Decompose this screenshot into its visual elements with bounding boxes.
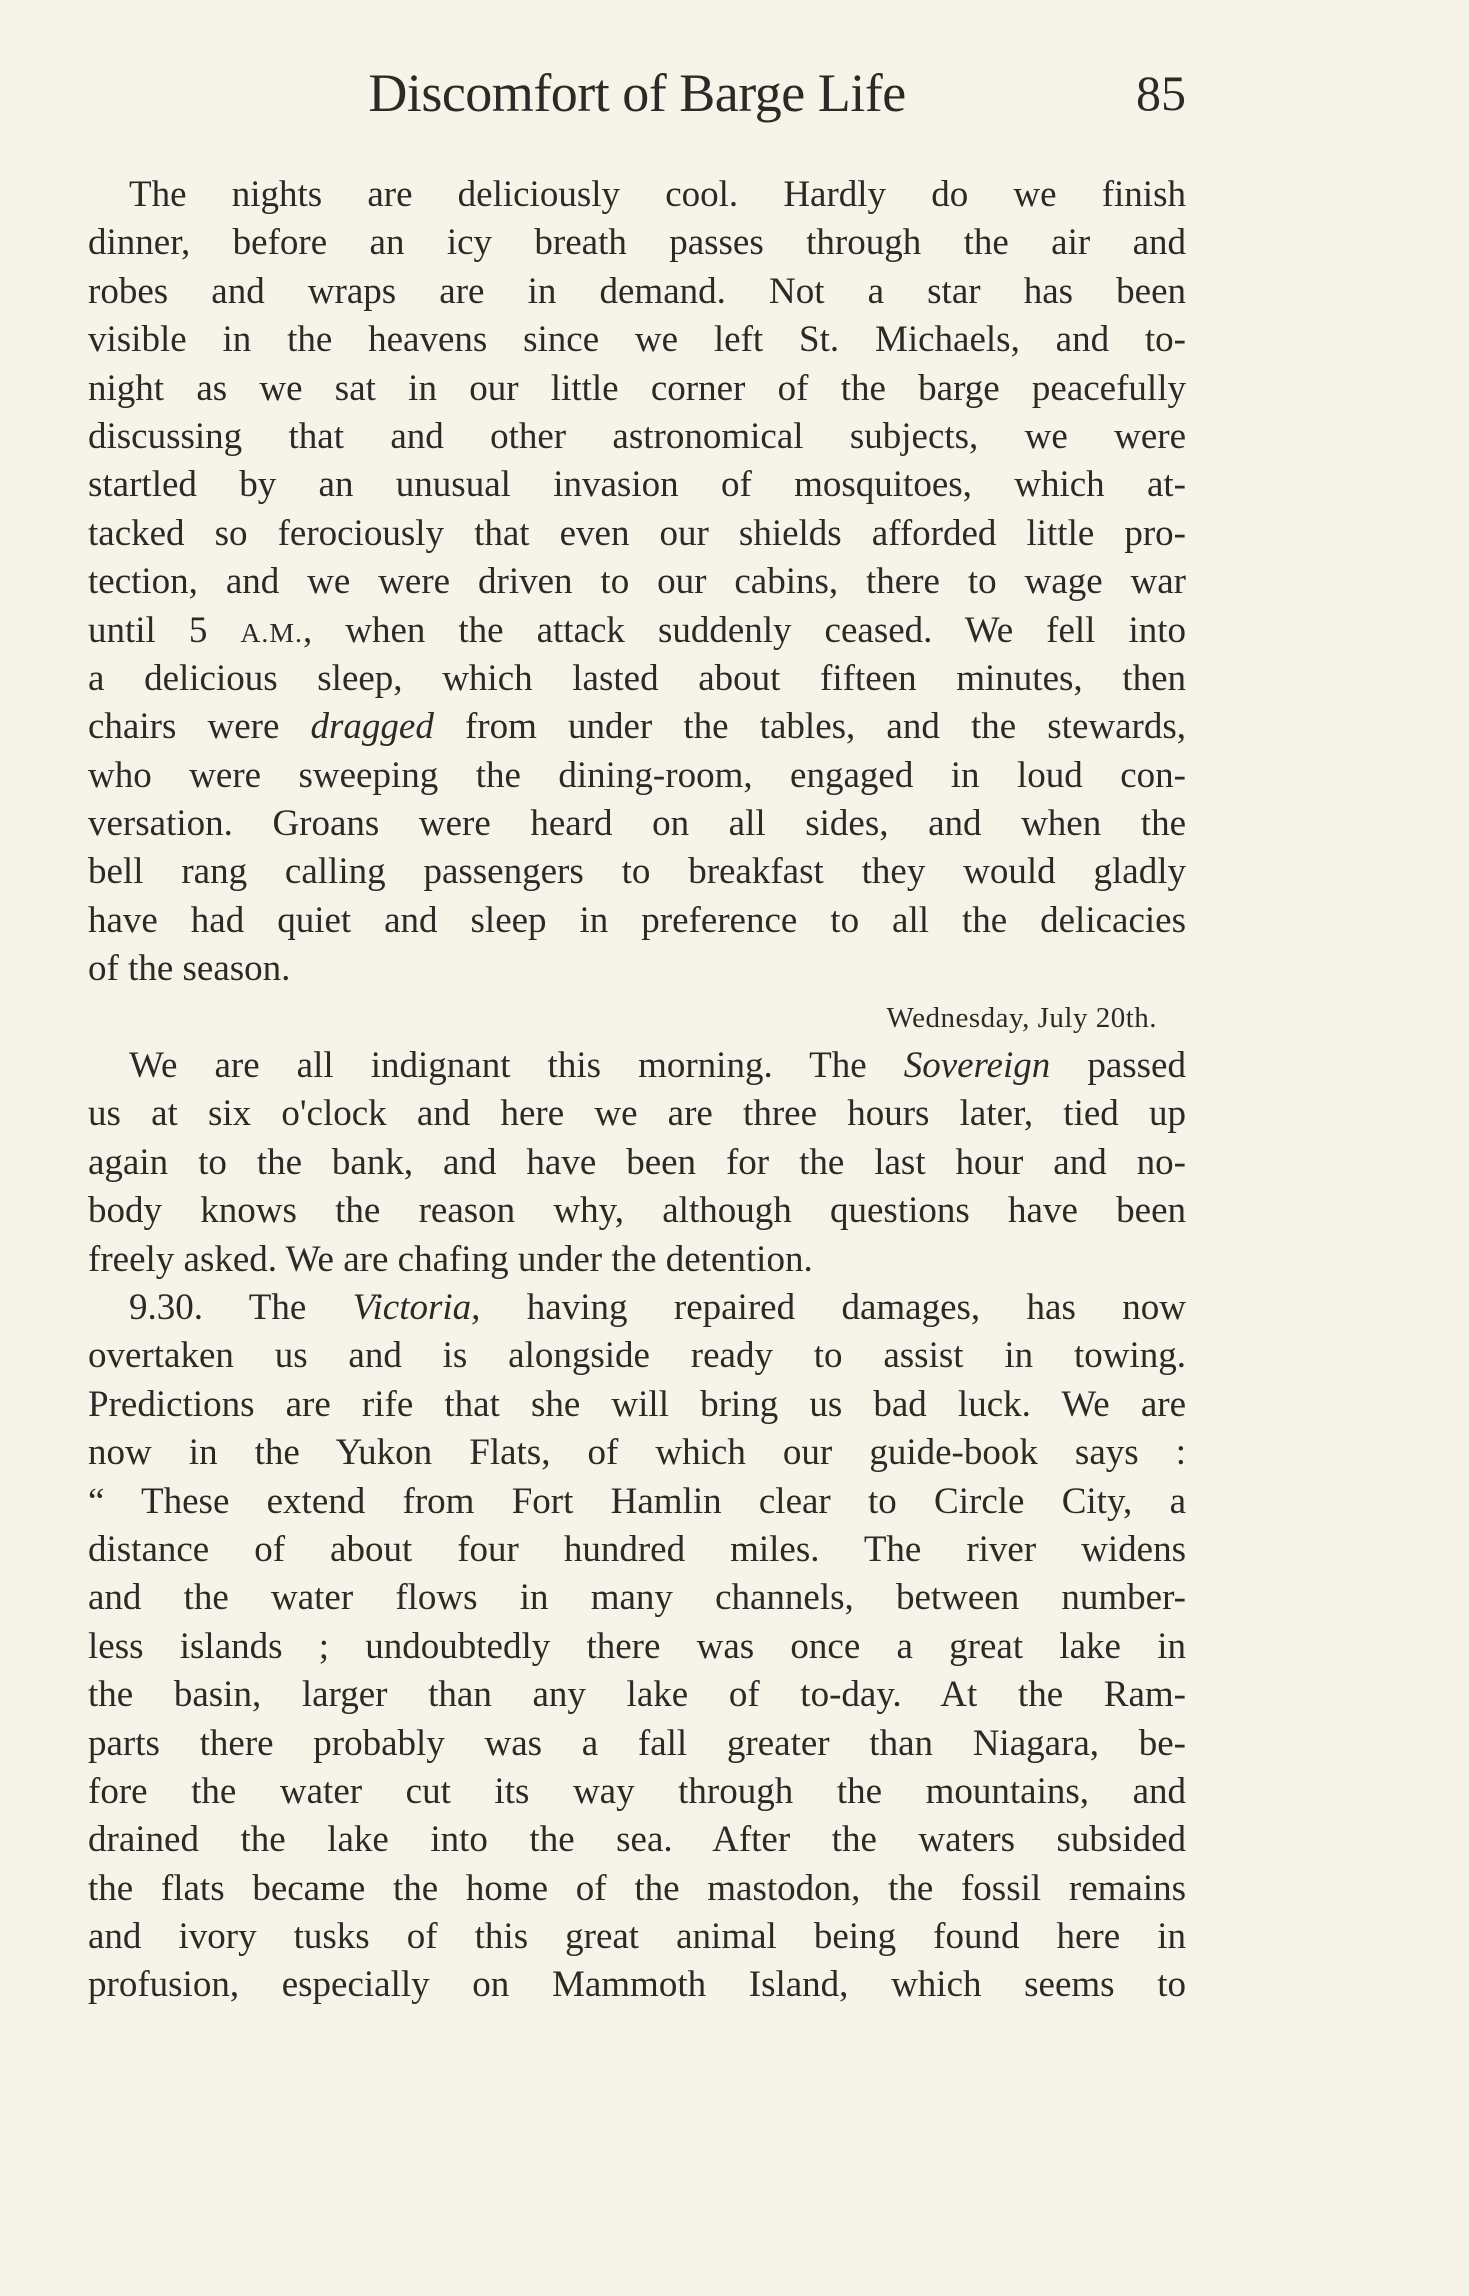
text-line xyxy=(88,945,1186,993)
text-segment: again to the bank, and have been for the last hour and no- xyxy=(88,1141,1186,1183)
text-line xyxy=(88,607,1186,655)
text-line xyxy=(88,848,1186,896)
text-segment: discussing that and other astronomical subjects, we were xyxy=(88,415,1186,457)
text-segment: , when the attack suddenly ceased. We fell into xyxy=(302,609,1187,651)
text-segment: of the season. xyxy=(88,948,291,990)
text-line xyxy=(88,897,1186,945)
text-segment: body knows the reason why, although questions have been xyxy=(88,1190,1186,1232)
text-line xyxy=(88,1236,1186,1284)
italic-text: dragged xyxy=(310,706,434,748)
text-line xyxy=(88,1478,1186,1526)
text-segment: bell rang calling passengers to breakfast they would gladly xyxy=(88,851,1186,893)
text-line xyxy=(88,1139,1186,1187)
text-segment: chairs were xyxy=(88,706,311,748)
text-line xyxy=(88,316,1186,364)
text-line xyxy=(88,171,1186,219)
text-segment: night as we sat in our little corner of the barge peacefully xyxy=(88,367,1186,409)
page-number: 85 xyxy=(1136,65,1186,121)
text-line xyxy=(88,1429,1186,1477)
text-line xyxy=(88,1187,1186,1235)
text-segment: fore the water cut its way through the mountains, and xyxy=(88,1770,1186,1812)
text-segment: and ivory tusks of this great animal being found here in xyxy=(88,1916,1186,1958)
text-line xyxy=(88,1332,1186,1380)
text-segment: 9.30. The xyxy=(129,1286,353,1328)
dateline xyxy=(88,994,1186,1042)
text-segment: robes and wraps are in demand. Not a star has been xyxy=(88,270,1186,312)
text-line xyxy=(88,558,1186,606)
text-segment: the basin, larger than any lake of to-day. At the Ram- xyxy=(88,1674,1186,1716)
text-line xyxy=(88,510,1186,558)
text-line xyxy=(88,1913,1186,1961)
text-line xyxy=(88,800,1186,848)
text-line xyxy=(88,365,1186,413)
text-segment: “ These extend from Fort Hamlin clear to Circle City, a xyxy=(88,1480,1186,1522)
text-line xyxy=(88,219,1186,267)
text-line xyxy=(88,1526,1186,1574)
text-segment: less islands ; undoubtedly there was once a great lake in xyxy=(88,1625,1186,1667)
italic-text: Sovereign xyxy=(903,1045,1051,1087)
text-line xyxy=(88,1865,1186,1913)
text-segment: and the water flows in many channels, between number- xyxy=(88,1577,1186,1619)
text-segment: overtaken us and is alongside ready to assist in towing. xyxy=(88,1335,1186,1377)
text-segment: have had quiet and sleep in preference to all the delicacies xyxy=(88,899,1186,941)
text-segment: parts there probably was a fall greater than Niagara, be- xyxy=(88,1722,1186,1764)
text-segment: Wednesday, July 20th. xyxy=(886,1001,1157,1034)
small-caps-text: A.M. xyxy=(240,617,303,649)
text-line xyxy=(88,1574,1186,1622)
text-segment: who were sweeping the dining-room, engaged in loud con- xyxy=(88,754,1186,796)
text-segment: distance of about four hundred miles. The river widens xyxy=(88,1528,1186,1570)
text-line xyxy=(88,1623,1186,1671)
text-segment: drained the lake into the sea. After the waters subsided xyxy=(88,1819,1186,1861)
text-segment: passed xyxy=(1050,1045,1186,1087)
text-line xyxy=(88,1090,1186,1138)
text-segment: the flats became the home of the mastodon, the fossil remains xyxy=(88,1867,1186,1909)
text-segment: freely asked. We are chafing under the detention. xyxy=(88,1238,813,1280)
text-line xyxy=(88,1768,1186,1816)
text-line xyxy=(88,1042,1186,1090)
text-segment: now in the Yukon Flats, of which our guide-book says : xyxy=(88,1432,1186,1474)
text-segment: until 5 xyxy=(88,609,241,651)
text-segment: tection, and we were driven to our cabins, there to wage war xyxy=(88,561,1186,603)
text-line xyxy=(88,655,1186,703)
text-line xyxy=(88,268,1186,316)
text-line xyxy=(88,461,1186,509)
text-line xyxy=(88,413,1186,461)
text-segment: Predictions are rife that she will bring us bad luck. We are xyxy=(88,1383,1186,1425)
text-segment: a delicious sleep, which lasted about fifteen minutes, then xyxy=(88,657,1186,699)
text-segment: profusion, especially on Mammoth Island, which seems to xyxy=(88,1964,1186,2006)
text-line xyxy=(88,752,1186,800)
text-line xyxy=(88,1720,1186,1768)
text-segment: having repaired damages, has now xyxy=(480,1286,1186,1328)
body-text xyxy=(88,171,1186,2010)
text-segment: startled by an unusual invasion of mosquitoes, which at- xyxy=(88,464,1186,506)
text-segment: The nights are deliciously cool. Hardly do we finish xyxy=(129,174,1186,215)
text-segment: We are all indignant this morning. The xyxy=(129,1045,904,1087)
text-line xyxy=(88,1961,1186,2009)
text-segment: visible in the heavens since we left St. Michaels, and to- xyxy=(88,319,1186,361)
text-line xyxy=(88,1284,1186,1332)
text-segment: us at six o'clock and here we are three hours later, tied up xyxy=(88,1093,1186,1135)
text-segment: versation. Groans were heard on all sides, and when the xyxy=(88,803,1186,845)
text-line xyxy=(88,1671,1186,1719)
running-header-title: Discomfort of Barge Life xyxy=(368,63,906,123)
text-segment: dinner, before an icy breath passes through the air and xyxy=(88,222,1186,264)
text-segment: from under the tables, and the stewards, xyxy=(433,706,1186,748)
text-line xyxy=(88,1381,1186,1429)
text-line xyxy=(88,703,1186,751)
text-line xyxy=(88,1816,1186,1864)
italic-text: Victoria, xyxy=(352,1286,481,1328)
text-segment: tacked so ferociously that even our shields afforded little pro- xyxy=(88,512,1186,554)
